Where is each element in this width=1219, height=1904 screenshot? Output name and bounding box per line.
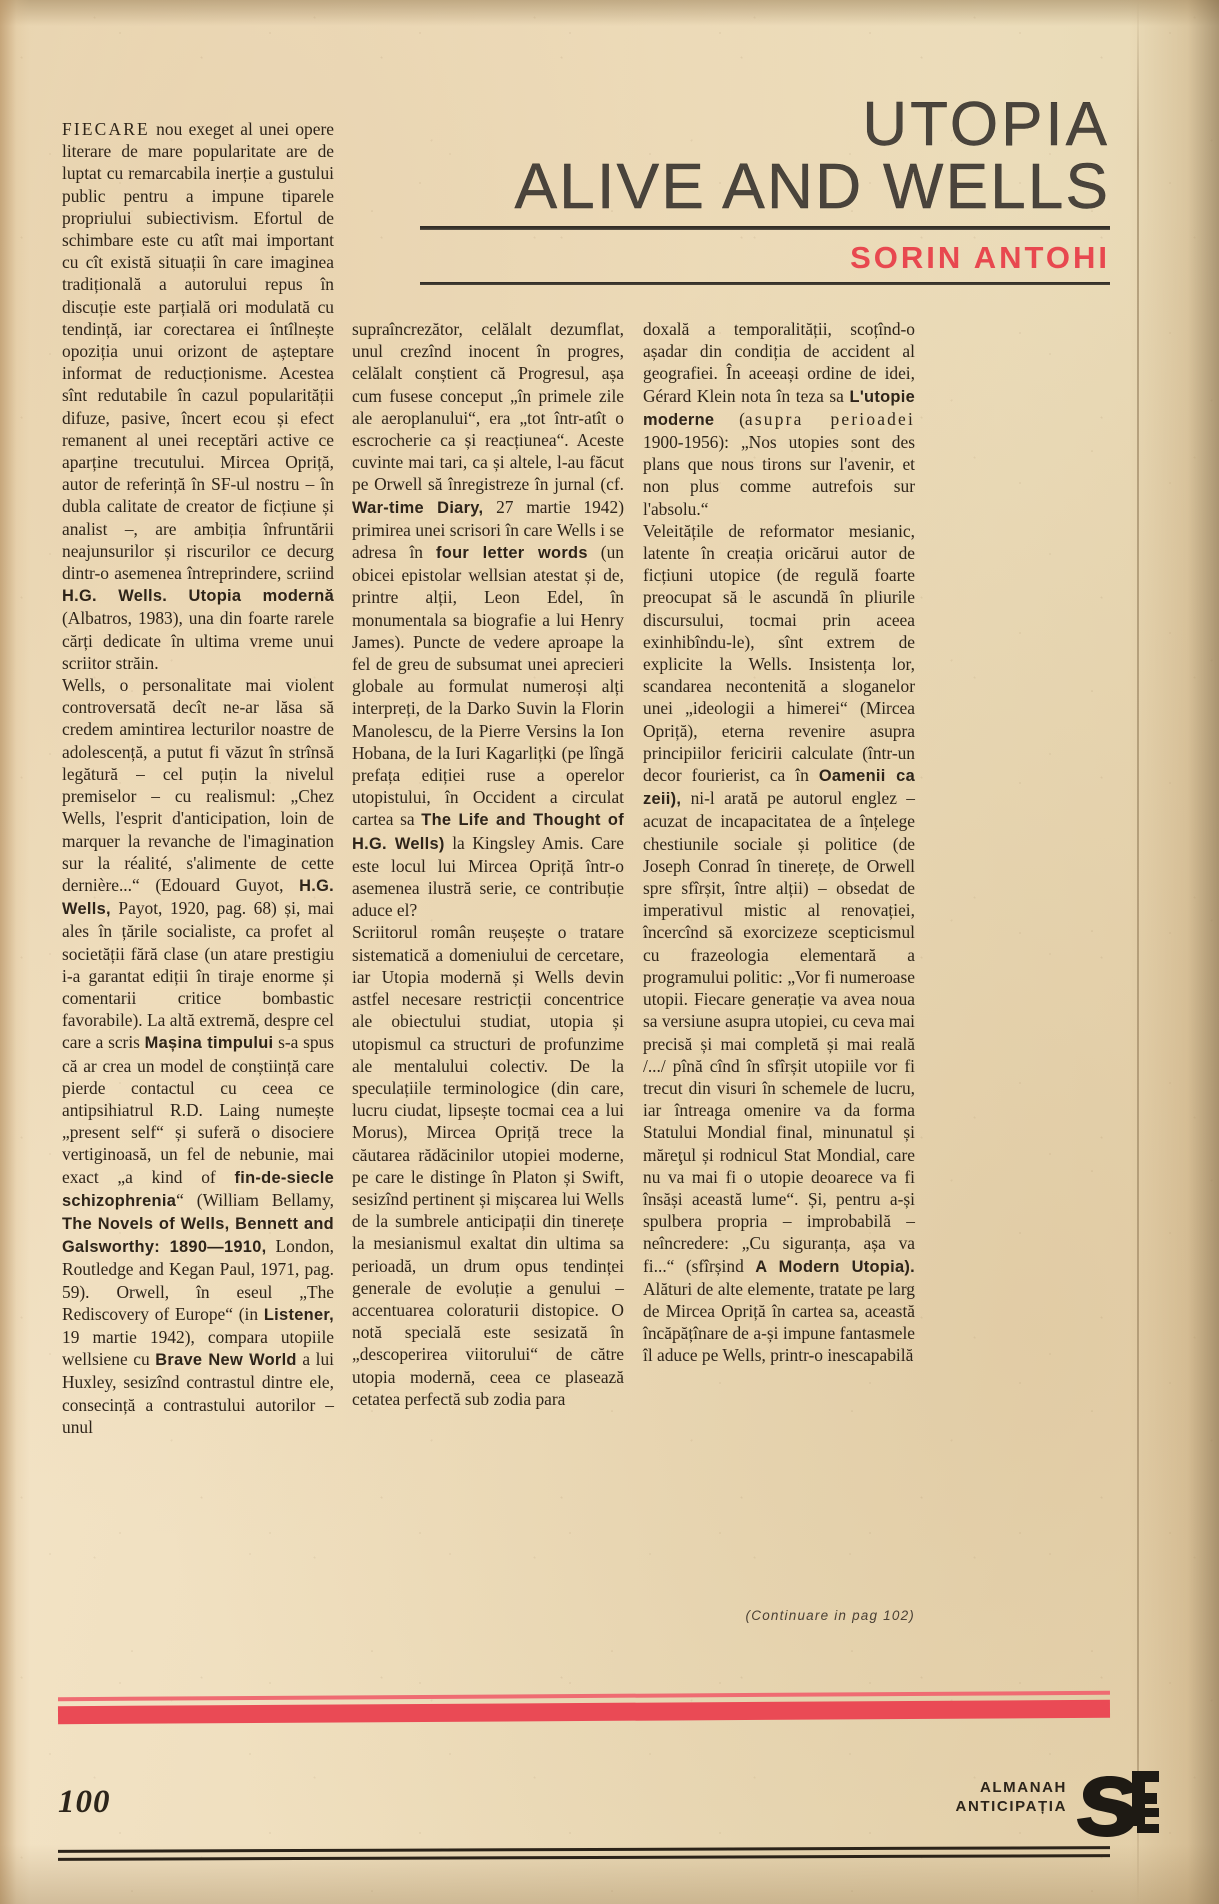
page-edge-shadow-right [1129,0,1219,1904]
article-title-line-1: UTOPIA [862,90,1110,159]
page-number: 100 [58,1784,111,1820]
colophon-line-2: ANTICIPAȚIA [955,1798,1067,1815]
byline-divider-rule [420,282,1110,285]
page-fold-line [1137,0,1139,1904]
continuation-note: (Continuare in pag 102) [745,1608,915,1623]
article-masthead [420,90,1110,285]
page-edge-shadow-bottom [0,1844,1219,1904]
footer-red-rule-thin [58,1691,1110,1701]
footer-black-rule-bottom [58,1854,1110,1861]
article-column-1 [62,118,334,1438]
title-divider-rule [420,226,1110,230]
footer-black-rule-top [58,1846,1110,1853]
sf-logo-icon [1075,1768,1161,1842]
page-edge-shadow-top [0,0,1219,26]
footer-red-rule-thick [58,1700,1110,1724]
paragraph: supraîncrezător, celălalt dezumflat, unul crezînd inocent în progres, celălalt conștient că Progresul, așa cum fusese conceput „în primele zile ale aeroplanului“, era „tot într-atît o escrocherie ca și reacțiunea“. Aceste cuvinte mai tari, ca și altele, l-au făcut pe Orwell să înregistreze în jurnal (cf. War-time Diary, 27 martie 1942) primirea unei scrisori în care Wells i se adresa în four letter words (un obicei epistolar wellsian atestat și de, printre alții, Leon Edel, în monumentala sa biografie a lui Henry James). Puncte de vedere aproape la fel de greu de subsumat unei aprecieri globale au formulat numeroși alți interpreți, de la Darko Suvin la Florin Manolescu, de la Pierre Versins la Ion Hobana, de la Iuri Kagarlițki (pe lîngă prefața ediției ruse a operelor utopistului, în Occident a circulat cartea sa The Life and Thought of H.G. Wells) la Kingsley Amis. Care este locul lui Mircea Opriță într-o asemenea ilustră serie, ce contribuție aduce el? [352,319,624,921]
article-column-2 [352,318,624,1410]
article-author-byline: SORIN ANTOHI [850,239,1110,275]
article-column-3 [643,318,915,1367]
article-title-line-2: ALIVE AND WELLS [514,150,1110,223]
paragraph: doxală a temporalității, scoțînd-o așadar din condiția de accident al geografiei. În aceeași ordine de idei, Gérard Klein nota în teza sa L'utopie moderne (asupra perioadei 1900-1956): „Nos utopies sont des plans que nous tirons sur l'avenir, et non plus comme autrefois sur l'absolu.“ [643,319,915,519]
page-edge-shadow-left [0,0,30,1904]
colophon-line-1: ALMANAH [979,1779,1067,1796]
publication-colophon [956,1778,1067,1816]
paragraph: FIECARE nou exeget al unei opere literare de mare popularitate are de luptat cu remarcabila inerție a gustului public pentru a impune tiparele propriului subiectivism. Efortul de schimbare este cu atît mai important cu cît există situații în care imaginea tradițională a autorului repus în discuție este parțială ori modulată cu tendință, iar corectarea ei întîlnește opoziția unui orizont de așteptare informat de reducționisme. Acestea sînt redutabile în cazul popularității difuze, pasive, încert ecou și efect remanent al unei receptări active ce aparține trecutului. Mircea Opriță, autor de referință în SF-ul nostru – în dubla calitate de creator de ficțiune și analist –, are ambiția înfruntării neajunsurilor și riscurilor ce decurg dintr-o asemenea întreprindere, scriind H.G. Wells. Utopia modernă (Albatros, 1983), una din foarte rarele cărți dedicate în ultima vreme unui scriitor străin. [62,119,334,673]
paragraph: Wells, o personalitate mai violent controversată decît ne-ar lăsa să credem amintirea lecturilor noastre de adolescență, a putut fi văzut în strînsă legătură – cel puțin la nivelul premiselor – cu realismul: „Chez Wells, l'esprit d'anticipation, loin de marquer la revanche de l'imagination sur la réalité, s'alimente de cette dernière...“ (Edouard Guyot, H.G. Wells, Payot, 1920, pag. 68) și, mai ales în țările socialiste, ca profet al societății fără clase (un atare prestigiu i-a garantat ediții în tiraje enorme și comentarii critice bombastic favorabile). La altă extremă, despre cel care a scris Mașina timpului s-a spus că ar crea un model de conștiință care pierde contactul cu ceea ce antipsihiatrul R.D. Laing numește „present self“ și suferă o disociere vertiginoasă, un fel de nebunie, mai exact „a kind of fin-de-siecle schizophrenia“ (William Bellamy, The Novels of Wells, Bennett and Galsworthy: 1890—1910, London, Routledge and Kegan Paul, 1971, pag. 59). Orwell, în eseul „The Rediscovery of Europe“ (in Listener, 19 martie 1942), compara utopiile wellsiene cu Brave New World a lui Huxley, sesizînd contrastul dintre ele, consecință a contrastului autorilor – unul [62,675,335,1437]
paragraph: Scriitorul român reușește o tratare sistematică a domeniului de cercetare, iar Utopia modernă și Wells devin astfel necesare restricții concentrice ale obiectului studiat, utopia și utopismul ca structuri de profunzime ale mentalului colectiv. De la speculațiile terminologice (din care, lucru ciudat, lipsește tocmai cea a lui Morus), Mircea Opriță trece la căutarea rădăcinilor utopiei moderne, pe care le distinge în Platon și Swift, sesizînd pertinent și mișcarea lui Wells de la sumbrele anticipații din tinerețe la mesianismul exaltat din ultima sa perioadă, un drum opus tendinței generale de evoluție a genului – accentuarea coloraturii distopice. O notă specială este sesizată în „descoperirea viitorului“ de către utopia modernă, ceea ce plasează cetatea perfectă sub zodia para [352,922,624,1409]
paragraph: Veleitățile de reformator mesianic, latente în creația oricărui autor de ficțiuni utopice (de regulă foarte preocupat să le ascundă în pliurile discursului, tocmai prin aceea exinhibîndu-le), sînt extrem de explicite la Wells. Insistența lor, scandarea necontenită a sloganelor unei „ideologii a himerei“ (Mircea Opriță), eterna revenire asupra principiilor fericirii calculate (într-un decor fourierist, ca în Oamenii ca zeii), ni-l arată pe autorul englez – acuzat de incapacitatea de a înțelege chestiunile sociale și politice (de Joseph Conrad în tinerețe, de Orwell spre sfîrșit, între alții) – obsedat de imperativul mistic al renovației, încercînd să exorcizeze scepticismul cu frazeologia elementară a programului politic: „Vor fi numeroase utopii. Fiecare generație va avea noua sa versiune asupra utopiei, cu ceva mai precisă și mai completă și mai reală /.../ pînă cînd în sfîrșit utopiile vor fi trecut din visuri în schemele de lucru, iar întreaga omenire va da forma Statului Mondial final, minunatul și măreţul și rodnicul Stat Mondial, care nu va mai fi o utopie deoarece va fi însăși această lume“. Și, pentru a-și spulbera propria – improbabilă – neîncredere: „Cu siguranța, așa va fi...“ (sfîrșind A Modern Utopia). Alături de alte elemente, tratate pe larg de Mircea Opriță în cartea sa, această încăpățînare de a-și impune fantasmele îl aduce pe Wells, printr-o inescapabilă [643,520,916,1366]
